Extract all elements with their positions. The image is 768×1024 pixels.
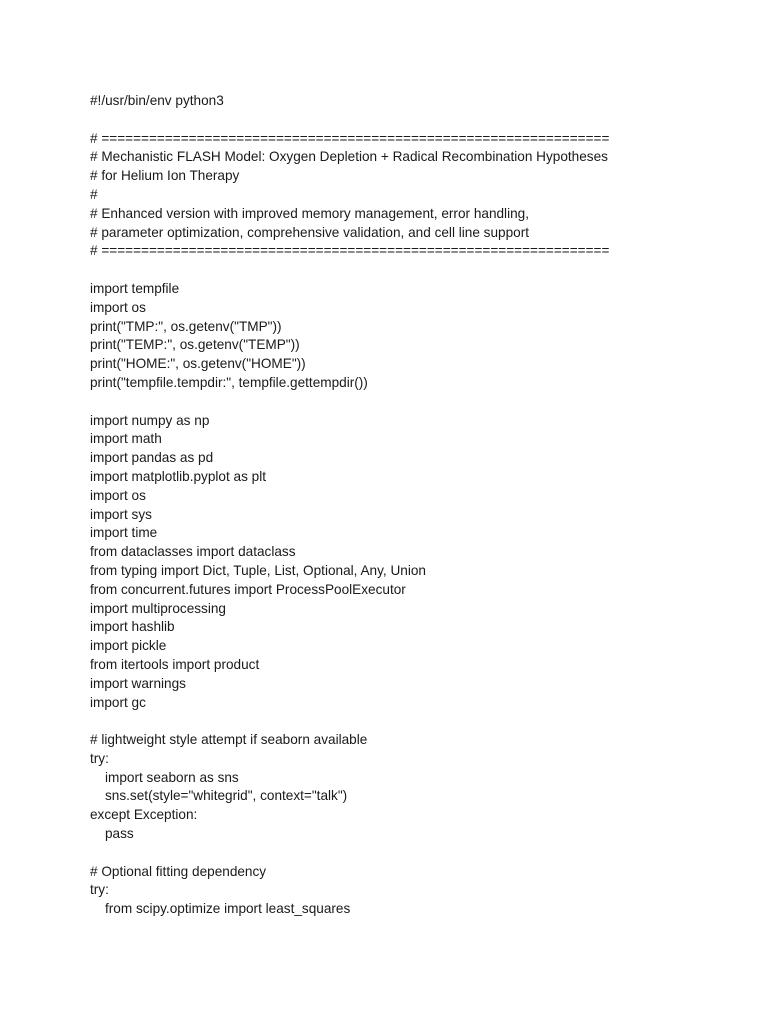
code-line: import gc xyxy=(90,694,146,710)
code-line: import pandas as pd xyxy=(90,450,214,466)
comment-line: # xyxy=(90,186,98,202)
code-line: import math xyxy=(90,431,162,447)
blank-line xyxy=(90,261,750,280)
code-line: except Exception: xyxy=(90,807,198,823)
code-line: print("TMP:", os.getenv("TMP")) xyxy=(90,318,282,334)
comment-line: # parameter optimization, comprehensive validation, and cell line support xyxy=(90,224,530,240)
code-line: from dataclasses import dataclass xyxy=(90,544,296,560)
code-line: from itertools import product xyxy=(90,656,260,672)
code-line: import matplotlib.pyplot as plt xyxy=(90,468,267,484)
code-line: import os xyxy=(90,299,146,315)
blank-line xyxy=(90,111,750,130)
code-line: try: xyxy=(90,750,109,766)
code-line-indented: from scipy.optimize import least_squares xyxy=(105,901,351,917)
code-line: import pickle xyxy=(90,638,167,654)
code-line: print("tempfile.tempdir:", tempfile.gettempdir()) xyxy=(90,374,368,390)
blank-line xyxy=(90,393,750,412)
code-line: import tempfile xyxy=(90,280,180,296)
code-line-indented: sns.set(style="whitegrid", context="talk") xyxy=(105,788,348,804)
comment-line: # Mechanistic FLASH Model: Oxygen Depletion + Radical Recombination Hypotheses xyxy=(90,149,608,165)
code-line: #!/usr/bin/env python3 xyxy=(90,93,224,108)
code-line: print("HOME:", os.getenv("HOME")) xyxy=(90,356,306,372)
blank-line xyxy=(90,712,750,731)
code-listing xyxy=(90,92,750,919)
comment-line: # Enhanced version with improved memory management, error handling, xyxy=(90,205,529,221)
blank-line xyxy=(90,844,750,863)
code-line: import numpy as np xyxy=(90,412,210,428)
code-line: import sys xyxy=(90,506,152,522)
code-line: import time xyxy=(90,525,158,541)
code-line: from concurrent.futures import ProcessPoolExecutor xyxy=(90,581,406,597)
code-line: import warnings xyxy=(90,675,186,691)
code-line: from typing import Dict, Tuple, List, Optional, Any, Union xyxy=(90,562,426,578)
code-line-indented: import seaborn as sns xyxy=(105,769,239,785)
code-line: print("TEMP:", os.getenv("TEMP")) xyxy=(90,337,300,353)
comment-line: # Optional fitting dependency xyxy=(90,863,267,879)
code-line: try: xyxy=(90,882,109,898)
comment-line: # ================================================================ xyxy=(90,130,610,146)
code-line: import os xyxy=(90,487,146,503)
comment-line: # lightweight style attempt if seaborn available xyxy=(90,732,368,748)
comment-line: # ================================================================ xyxy=(90,243,610,259)
code-line: import multiprocessing xyxy=(90,600,226,616)
code-line: import hashlib xyxy=(90,619,175,635)
comment-line: # for Helium Ion Therapy xyxy=(90,168,240,184)
code-line-indented: pass xyxy=(105,826,134,842)
